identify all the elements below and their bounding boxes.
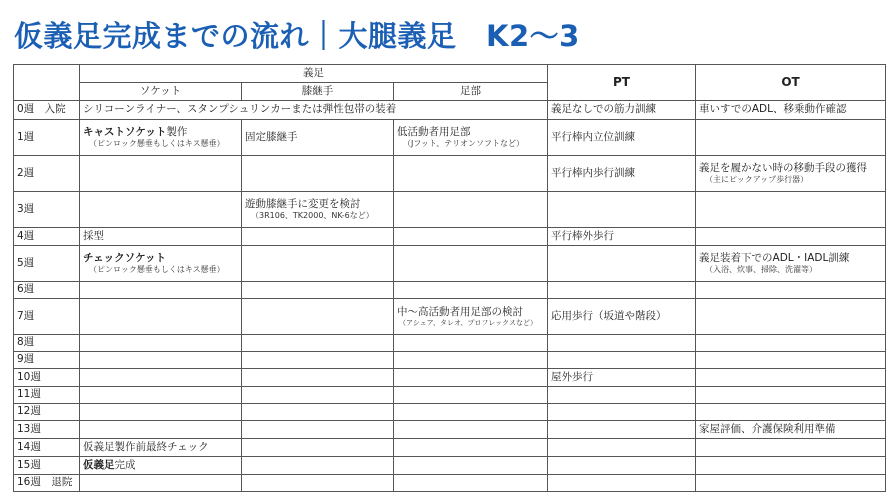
foot-note: （アシュア、タレオ、プロフレックスなど） (399, 318, 537, 327)
foot-cell (394, 475, 548, 492)
week-cell: 7週 (14, 299, 80, 335)
week-cell: 3週 (14, 192, 80, 228)
week-cell: 12週 (14, 404, 80, 421)
pt-cell: 平行棒内立位訓練 (548, 120, 696, 156)
knee-cell (242, 282, 394, 299)
knee-cell (242, 299, 394, 335)
foot-cell (394, 299, 548, 335)
socket-suffix: 完成 (114, 458, 136, 471)
socket-note: （ピンロック懸垂もしくはキス懸垂） (89, 265, 225, 275)
ot-cell (696, 192, 886, 228)
socket-cell (80, 120, 242, 156)
knee-cell (242, 421, 394, 439)
knee-cell (242, 192, 394, 228)
socket-cell (80, 335, 242, 352)
ot-cell (696, 475, 886, 492)
schedule-table (13, 64, 886, 492)
socket-cell (80, 282, 242, 299)
ot-text: 義足装着下でのADL・IADL訓練 (699, 251, 850, 264)
pt-cell (548, 404, 696, 421)
foot-cell (394, 282, 548, 299)
pt-cell (548, 246, 696, 282)
header-pt: PT (548, 65, 696, 101)
socket-note: （ピンロック懸垂もしくはキス懸垂） (89, 139, 225, 149)
socket-cell (80, 387, 242, 404)
knee-cell (242, 387, 394, 404)
socket-cell: 採型 (80, 228, 242, 246)
pt-cell (548, 457, 696, 475)
week-cell: 10週 (14, 369, 80, 387)
header-knee: 膝継手 (242, 83, 394, 101)
table-row (14, 439, 886, 457)
ot-cell (696, 299, 886, 335)
foot-cell (394, 228, 548, 246)
table-row (14, 228, 886, 246)
knee-cell (242, 369, 394, 387)
ot-cell (696, 282, 886, 299)
table-row (14, 246, 886, 282)
header-foot: 足部 (394, 83, 548, 101)
socket-cell (80, 421, 242, 439)
socket-cell: 仮義足製作前最終チェック (80, 439, 242, 457)
socket-cell (80, 369, 242, 387)
foot-cell (394, 369, 548, 387)
week-cell: 6週 (14, 282, 80, 299)
ot-note: （主にピックアップ歩行器） (705, 175, 809, 185)
week-cell: 8週 (14, 335, 80, 352)
foot-text: 中〜高活動者用足部の検討 (397, 305, 523, 318)
socket-cell (80, 475, 242, 492)
pt-cell (548, 387, 696, 404)
pt-cell: 応用歩行（坂道や階段） (548, 299, 696, 335)
week-cell: 9週 (14, 352, 80, 369)
table-row (14, 101, 886, 120)
knee-cell (242, 335, 394, 352)
table-row (14, 282, 886, 299)
socket-cell (80, 246, 242, 282)
header-socket: ソケット (80, 83, 242, 101)
ot-cell (696, 457, 886, 475)
socket-cell (80, 156, 242, 192)
foot-cell (394, 387, 548, 404)
pt-cell (548, 352, 696, 369)
knee-cell (242, 475, 394, 492)
table-row (14, 369, 886, 387)
foot-cell (394, 156, 548, 192)
week-cell: 5週 (14, 246, 80, 282)
table-row (14, 457, 886, 475)
foot-cell (394, 120, 548, 156)
ot-cell (696, 439, 886, 457)
week-cell: 13週 (14, 421, 80, 439)
foot-cell (394, 352, 548, 369)
table-row (14, 156, 886, 192)
foot-note: （Jフット、テリオンソフトなど） (403, 139, 524, 149)
knee-cell (242, 457, 394, 475)
socket-suffix: 製作 (166, 125, 188, 138)
pt-cell (548, 475, 696, 492)
prosthesis-cell: シリコーンライナー、スタンプシュリンカーまたは弾性包帯の装着 (80, 101, 548, 120)
week-cell: 15週 (14, 457, 80, 475)
ot-cell (696, 228, 886, 246)
week-cell: 4週 (14, 228, 80, 246)
knee-cell (242, 228, 394, 246)
week-cell: 14週 (14, 439, 80, 457)
table-row (14, 404, 886, 421)
pt-cell (548, 192, 696, 228)
knee-cell (242, 404, 394, 421)
socket-cell (80, 352, 242, 369)
pt-cell (548, 282, 696, 299)
week-cell: 2週 (14, 156, 80, 192)
foot-cell (394, 439, 548, 457)
table-row (14, 421, 886, 439)
knee-cell (242, 246, 394, 282)
ot-cell: 車いすでのADL、移乗動作確認 (696, 101, 886, 120)
foot-cell (394, 404, 548, 421)
ot-text: 義足を履かない時の移動手段の獲得 (699, 161, 868, 174)
ot-cell (696, 352, 886, 369)
header-ot: OT (696, 65, 886, 101)
week-cell: 11週 (14, 387, 80, 404)
knee-text: 遊動膝継手に変更を検討 (245, 197, 361, 210)
socket-text: 仮義足 (83, 458, 115, 471)
ot-cell (696, 246, 886, 282)
pt-cell: 屋外歩行 (548, 369, 696, 387)
table-row (14, 299, 886, 335)
pt-cell (548, 335, 696, 352)
foot-cell (394, 246, 548, 282)
socket-text: チェックソケット (83, 251, 167, 264)
foot-cell (394, 457, 548, 475)
foot-cell (394, 192, 548, 228)
pt-cell (548, 439, 696, 457)
pt-cell (548, 421, 696, 439)
knee-note: （3R106、TK2000、NK-6など） (251, 211, 374, 221)
foot-cell (394, 335, 548, 352)
knee-cell (242, 352, 394, 369)
foot-cell (394, 421, 548, 439)
socket-cell (80, 299, 242, 335)
socket-text: キャストソケット (83, 125, 167, 138)
ot-cell: 家屋評価、介護保険利用準備 (696, 421, 886, 439)
pt-cell: 平行棒外歩行 (548, 228, 696, 246)
table-row (14, 352, 886, 369)
knee-cell: 固定膝継手 (242, 120, 394, 156)
ot-cell (696, 156, 886, 192)
ot-cell (696, 120, 886, 156)
ot-cell (696, 369, 886, 387)
socket-cell (80, 404, 242, 421)
week-cell: 0週 入院 (14, 101, 80, 120)
foot-text: 低活動者用足部 (397, 125, 471, 138)
table-row (14, 120, 886, 156)
week-cell: 1週 (14, 120, 80, 156)
week-cell: 16週 退院 (14, 475, 80, 492)
table-row (14, 387, 886, 404)
socket-cell (80, 457, 242, 475)
page-title: 仮義足完成までの流れ｜大腿義足 K2〜3 (14, 19, 580, 53)
knee-cell (242, 156, 394, 192)
table-row (14, 475, 886, 492)
pt-cell: 平行棒内歩行訓練 (548, 156, 696, 192)
knee-cell (242, 439, 394, 457)
header-prosthesis: 義足 (80, 65, 548, 83)
ot-note: （入浴、炊事、掃除、洗濯等） (705, 265, 818, 275)
socket-cell (80, 192, 242, 228)
ot-cell (696, 387, 886, 404)
ot-cell (696, 404, 886, 421)
header-week (14, 65, 80, 101)
table-row (14, 192, 886, 228)
table-row (14, 335, 886, 352)
ot-cell (696, 335, 886, 352)
pt-cell: 義足なしでの筋力訓練 (548, 101, 696, 120)
